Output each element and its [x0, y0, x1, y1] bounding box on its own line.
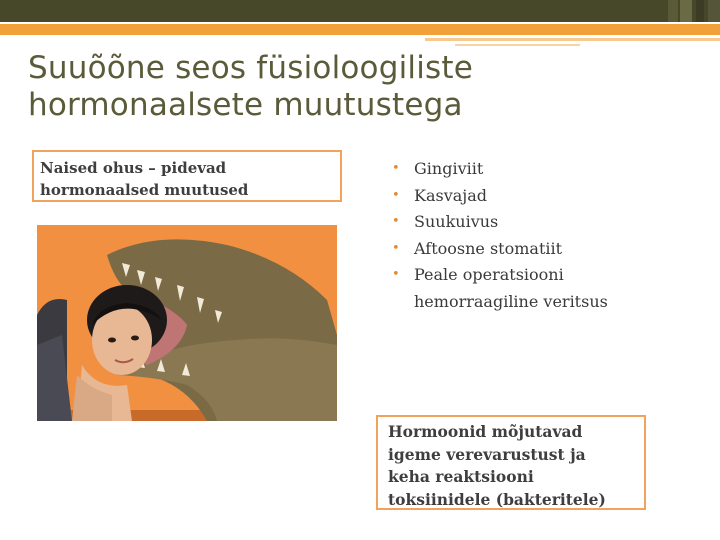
list-item [390, 183, 710, 210]
box-line: Hormoonid mõjutavad [388, 422, 583, 441]
box-line: igeme verevarustust ja [388, 444, 586, 464]
title-line: hormonaalsete muutustega [28, 87, 463, 123]
top-bar-segment [668, 0, 678, 22]
box-line: toksiinidele (bakteritele) [388, 489, 606, 509]
hormone-effect-box [376, 415, 646, 510]
list-item [390, 209, 710, 236]
top-bar-segment [696, 0, 704, 22]
list-item-text: Suukuivus [414, 212, 499, 231]
list-item [390, 156, 710, 183]
title-line: Suuõõne seos füsioloogiliste [28, 50, 474, 86]
bullet-list [390, 156, 710, 315]
list-item-text: hemorraagiline veritsus [414, 291, 608, 311]
top-decor-bar [0, 0, 720, 22]
photo-illustration [37, 225, 337, 421]
box-line: keha reaktsiooni [388, 467, 534, 486]
woman-crocodile-photo [37, 225, 337, 421]
list-item-text: Peale operatsiooni [414, 265, 564, 284]
accent-line [425, 38, 720, 41]
bullet-dot: • [392, 240, 400, 256]
top-bar-segment [680, 0, 692, 22]
accent-line [455, 44, 580, 46]
top-bar-segment [708, 0, 720, 22]
list-item [390, 262, 710, 315]
list-item-text: Gingiviit [414, 159, 484, 178]
list-item-text: Aftoosne stomatiit [414, 238, 563, 258]
box-line: Naised ohus – pidevad [40, 159, 227, 177]
list-item [390, 236, 710, 263]
list-item-text: Kasvajad [414, 185, 488, 205]
women-risk-box [32, 150, 342, 202]
orange-accent-bar [0, 24, 720, 35]
bullet-dot: • [392, 267, 400, 282]
bullet-dot: • [392, 161, 400, 176]
bullet-dot: • [392, 187, 400, 203]
slide-title [28, 50, 648, 124]
box-line: hormonaalsed muutused [40, 181, 249, 199]
bullet-dot: • [392, 214, 400, 229]
